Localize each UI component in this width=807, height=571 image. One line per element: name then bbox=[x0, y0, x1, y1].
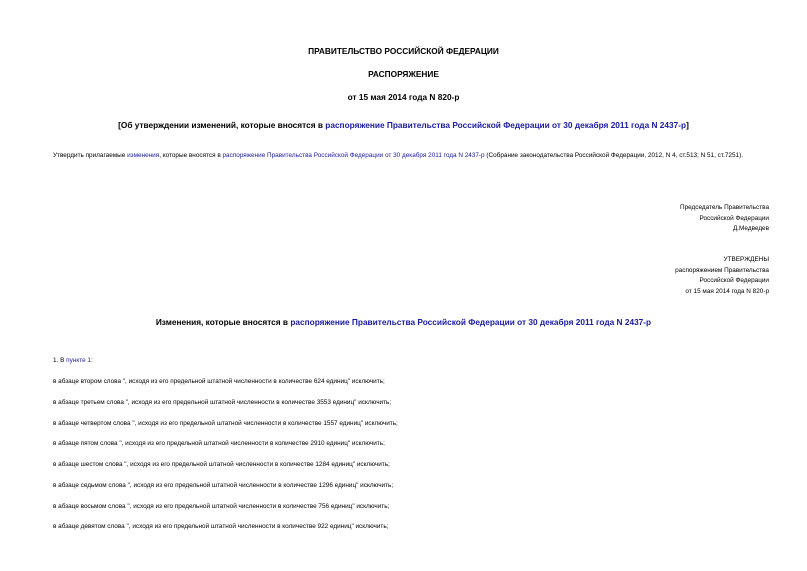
approved-label: УТВЕРЖДЕНЫ bbox=[723, 256, 769, 263]
point-1-link[interactable]: пункте 1 bbox=[66, 357, 91, 364]
list-item: в абзаце пятом слова ", исходя из его предельной штатной численности в количестве 2910 единиц" исключить; bbox=[53, 440, 385, 447]
list-item: в абзаце третьем слова ", исходя из его предельной штатной численности в количестве 3553 единиц" исключить; bbox=[53, 399, 392, 406]
signature-name: Д.Медведев bbox=[732, 225, 769, 233]
approved-org: Российской Федерации bbox=[699, 277, 769, 285]
date-number-heading: от 15 мая 2014 года N 820-р bbox=[347, 92, 460, 102]
list-item: в абзаце восьмом слова ", исходя из его предельной штатной численности в количестве 756 единиц" исключить; bbox=[53, 503, 390, 510]
changes-link[interactable]: изменения bbox=[127, 152, 160, 159]
point-1-suffix: : bbox=[90, 357, 93, 364]
list-item: в абзаце девятом слова ", исходя из его предельной штатной численности в количестве 922 единиц" исключить; bbox=[53, 523, 389, 530]
changes-heading-prefix: Изменения, которые вносятся в bbox=[155, 317, 291, 327]
point-1 bbox=[53, 357, 93, 364]
body-text-1: Утвердить прилагаемые bbox=[53, 152, 128, 159]
doc-type-heading: РАСПОРЯЖЕНИЕ bbox=[368, 69, 439, 79]
body-text-2: , которые вносятся в bbox=[159, 152, 223, 159]
signature-title: Председатель Правительства bbox=[680, 204, 769, 211]
body-paragraph bbox=[38, 151, 773, 162]
point-1-prefix: 1. В bbox=[53, 357, 67, 364]
signature-block bbox=[680, 203, 769, 235]
subject-prefix: [Об утверждении изменений, которые вносятся в bbox=[118, 120, 326, 130]
body-text-3: (Собрание законодательства Российской Федерации, 2012, N 4, ст.513; N 51, ст.7251). bbox=[484, 152, 743, 159]
list-item: в абзаце втором слова ", исходя из его предельной штатной численности в количестве 624 единиц" исключить; bbox=[53, 378, 385, 385]
government-heading: ПРАВИТЕЛЬСТВО РОССИЙСКОЙ ФЕДЕРАЦИИ bbox=[308, 46, 499, 56]
approved-block bbox=[675, 255, 769, 297]
signature-org: Российской Федерации bbox=[699, 214, 769, 222]
order-link[interactable]: распоряжение Правительства Российской Федерации от 30 декабря 2011 года N 2437-р bbox=[222, 152, 485, 159]
list-item: в абзаце четвертом слова ", исходя из его предельной штатной численности в количестве 1557 единиц" исключить; bbox=[53, 420, 398, 427]
list-item: в абзаце седьмом слова ", исходя из его предельной штатной численности в количестве 1296 единиц" исключить; bbox=[53, 482, 394, 489]
subject-suffix: ] bbox=[686, 120, 689, 130]
changes-heading-link[interactable]: распоряжение Правительства Российской Федерации от 30 декабря 2011 года N 2437-р bbox=[290, 317, 652, 327]
subject-heading bbox=[0, 120, 807, 130]
list-item: в абзаце шестом слова ", исходя из его предельной штатной численности в количестве 1284 единиц" исключить; bbox=[53, 461, 390, 468]
subject-link[interactable]: распоряжение Правительства Российской Федерации от 30 декабря 2011 года N 2437-р bbox=[325, 120, 687, 130]
approved-by: распоряжением Правительства bbox=[675, 266, 769, 274]
changes-heading bbox=[0, 317, 807, 327]
approved-date: от 15 мая 2014 года N 820-р bbox=[685, 287, 769, 295]
